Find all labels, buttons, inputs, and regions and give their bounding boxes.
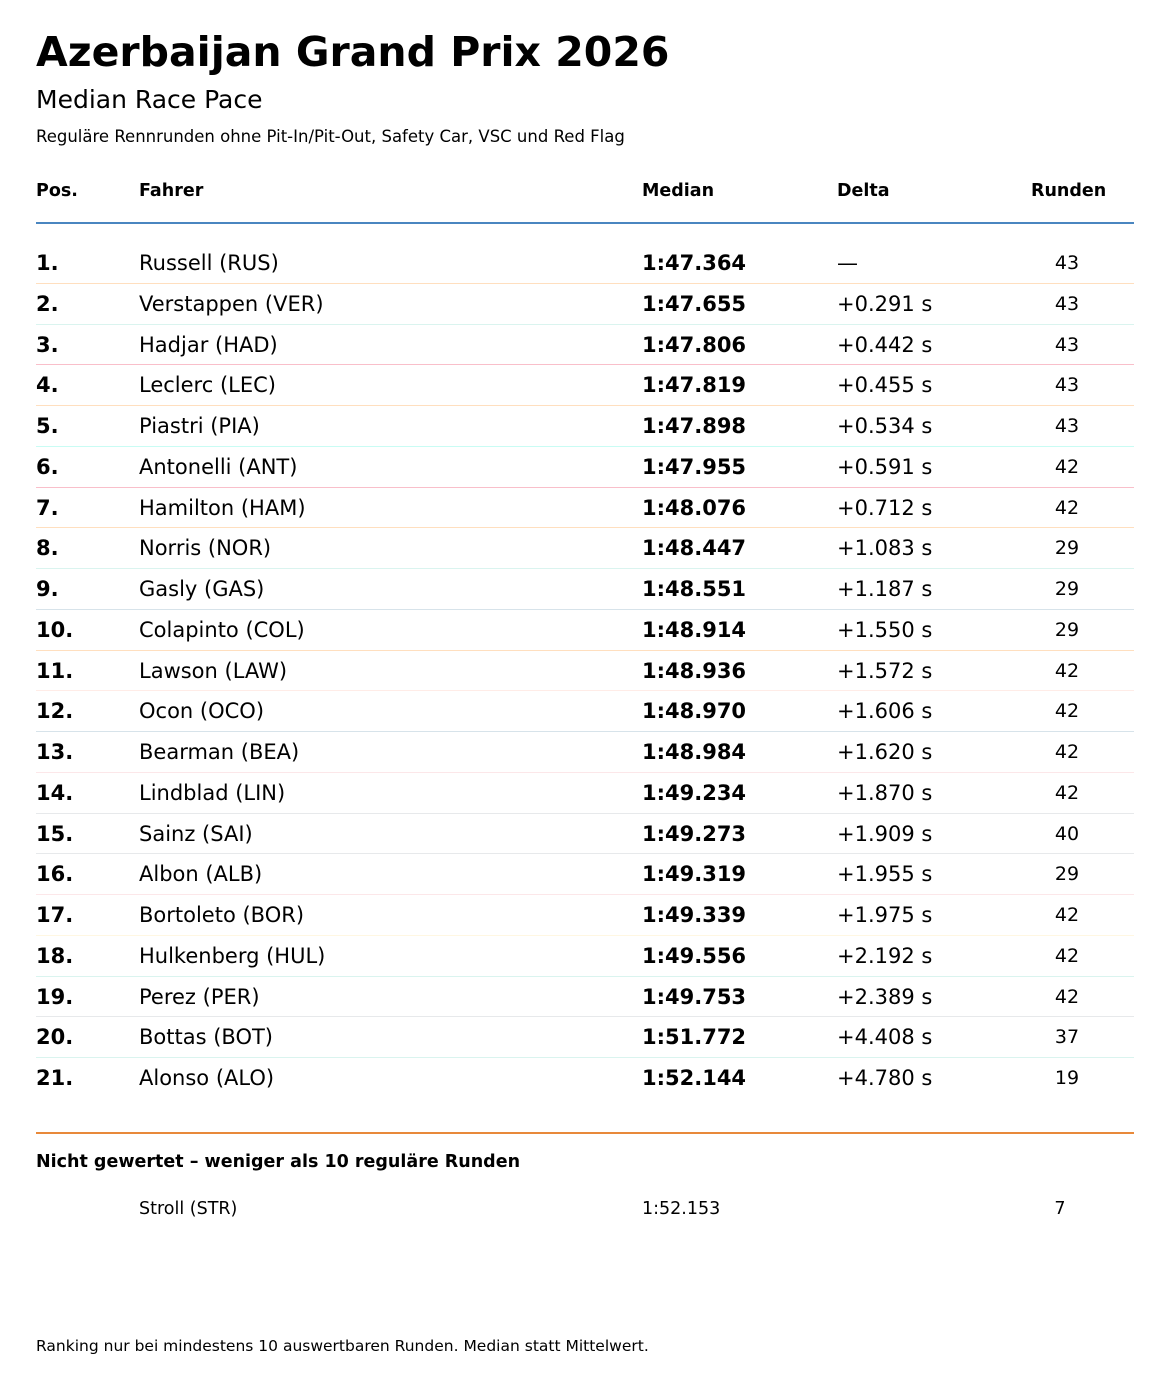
table-row bbox=[0, 488, 1170, 529]
table-row bbox=[0, 284, 1170, 325]
row-laps: 43 bbox=[1054, 374, 1080, 397]
row-delta: +0.712 s bbox=[837, 495, 933, 520]
footnote: Ranking nur bei mindestens 10 auswertbaren Runden. Median statt Mittelwert. bbox=[36, 1337, 649, 1355]
row-median: 1:49.339 bbox=[642, 903, 747, 927]
row-median: 1:51.772 bbox=[642, 1025, 747, 1050]
row-laps: 42 bbox=[1054, 496, 1080, 519]
table-row bbox=[0, 895, 1170, 936]
row-position: 16. bbox=[36, 862, 74, 887]
row-delta: — bbox=[837, 251, 858, 275]
row-laps: 43 bbox=[1054, 292, 1080, 315]
row-driver: Piastri (PIA) bbox=[139, 414, 260, 438]
table-row bbox=[0, 365, 1170, 406]
row-laps: 42 bbox=[1054, 455, 1080, 478]
table-row bbox=[0, 854, 1170, 895]
row-laps: 29 bbox=[1054, 578, 1080, 600]
row-median: 1:48.914 bbox=[642, 617, 747, 642]
table-row bbox=[0, 1058, 1170, 1099]
table-row bbox=[0, 691, 1170, 732]
row-delta: +1.083 s bbox=[837, 536, 933, 561]
table-row bbox=[0, 243, 1170, 284]
row-delta: +1.620 s bbox=[837, 740, 933, 764]
table-row bbox=[0, 325, 1170, 366]
row-delta: +0.591 s bbox=[837, 454, 933, 479]
row-median: 1:47.898 bbox=[642, 414, 747, 438]
table-row bbox=[0, 936, 1170, 977]
row-median: 1:47.819 bbox=[642, 373, 747, 398]
page-description: Reguläre Rennrunden ohne Pit-In/Pit-Out, Safety Car, VSC und Red Flag bbox=[36, 127, 625, 146]
row-median: 1:49.556 bbox=[642, 943, 747, 968]
row-delta: +0.534 s bbox=[837, 414, 933, 438]
row-position: 6. bbox=[36, 454, 59, 479]
row-median: 1:48.076 bbox=[642, 495, 747, 520]
row-delta: +1.975 s bbox=[837, 903, 933, 927]
table-row bbox=[0, 569, 1170, 610]
row-driver: Bortoleto (BOR) bbox=[139, 903, 305, 927]
row-position: 21. bbox=[36, 1066, 74, 1090]
row-position: 20. bbox=[36, 1025, 74, 1050]
row-median: 1:48.970 bbox=[642, 699, 747, 724]
row-delta: +0.442 s bbox=[837, 332, 933, 357]
row-driver: Hamilton (HAM) bbox=[139, 495, 306, 520]
row-laps: 29 bbox=[1054, 537, 1080, 560]
row-driver: Gasly (GAS) bbox=[139, 577, 265, 601]
header-median: Median bbox=[642, 181, 715, 201]
row-position: 9. bbox=[36, 577, 59, 601]
row-delta: +1.187 s bbox=[837, 577, 933, 601]
row-driver: Leclerc (LEC) bbox=[139, 373, 276, 398]
row-laps: 42 bbox=[1054, 944, 1080, 967]
row-laps: 29 bbox=[1054, 863, 1080, 886]
row-driver: Perez (PER) bbox=[139, 984, 260, 1009]
row-driver: Alonso (ALO) bbox=[139, 1066, 275, 1090]
row-delta: +0.455 s bbox=[837, 373, 933, 398]
row-laps: 42 bbox=[1054, 904, 1080, 926]
row-median: 1:49.273 bbox=[642, 821, 747, 846]
row-laps: 42 bbox=[1054, 700, 1080, 723]
row-laps: 42 bbox=[1054, 659, 1080, 682]
ranking-table bbox=[0, 243, 1170, 1099]
row-delta: +1.909 s bbox=[837, 821, 933, 846]
row-driver: Bottas (BOT) bbox=[139, 1025, 273, 1050]
row-position: 1. bbox=[36, 251, 59, 275]
row-driver: Antonelli (ANT) bbox=[139, 454, 298, 479]
row-median: 1:49.234 bbox=[642, 780, 747, 805]
row-laps: 43 bbox=[1054, 415, 1080, 437]
table-row bbox=[0, 1017, 1170, 1058]
row-median: 1:47.364 bbox=[642, 251, 747, 275]
table-row bbox=[0, 406, 1170, 447]
table-row bbox=[0, 610, 1170, 651]
row-laps: 29 bbox=[1054, 618, 1080, 641]
not-classified-row bbox=[0, 1196, 1170, 1222]
row-delta: +2.192 s bbox=[837, 943, 933, 968]
table-header bbox=[0, 178, 1170, 204]
row-position: 5. bbox=[36, 414, 59, 438]
header-pos: Pos. bbox=[36, 181, 78, 201]
row-position: 17. bbox=[36, 903, 74, 927]
row-driver: Sainz (SAI) bbox=[139, 821, 253, 846]
row-laps: 42 bbox=[1054, 985, 1080, 1008]
header-delta: Delta bbox=[837, 181, 890, 201]
nc-median: 1:52.153 bbox=[642, 1199, 721, 1219]
row-median: 1:48.984 bbox=[642, 740, 747, 764]
row-laps: 43 bbox=[1054, 252, 1080, 274]
row-driver: Hulkenberg (HUL) bbox=[139, 943, 326, 968]
section-divider bbox=[36, 1132, 1134, 1134]
row-position: 13. bbox=[36, 740, 74, 764]
table-row bbox=[0, 528, 1170, 569]
table-row bbox=[0, 732, 1170, 773]
row-driver: Ocon (OCO) bbox=[139, 699, 265, 724]
table-row bbox=[0, 447, 1170, 488]
row-laps: 19 bbox=[1054, 1067, 1080, 1089]
row-laps: 43 bbox=[1054, 333, 1080, 356]
row-position: 10. bbox=[36, 617, 74, 642]
row-position: 12. bbox=[36, 699, 74, 724]
row-delta: +4.408 s bbox=[837, 1025, 933, 1050]
row-position: 7. bbox=[36, 495, 59, 520]
row-laps: 42 bbox=[1054, 781, 1080, 804]
row-median: 1:47.955 bbox=[642, 454, 747, 479]
row-delta: +1.955 s bbox=[837, 862, 933, 887]
row-position: 3. bbox=[36, 332, 59, 357]
page-subtitle: Median Race Pace bbox=[36, 85, 263, 114]
row-driver: Albon (ALB) bbox=[139, 862, 263, 887]
header-divider bbox=[36, 222, 1134, 224]
row-position: 8. bbox=[36, 536, 59, 561]
row-position: 14. bbox=[36, 780, 74, 805]
table-row bbox=[0, 977, 1170, 1018]
row-position: 2. bbox=[36, 291, 59, 316]
row-median: 1:48.936 bbox=[642, 658, 747, 683]
row-driver: Colapinto (COL) bbox=[139, 617, 305, 642]
row-driver: Russell (RUS) bbox=[139, 251, 279, 275]
row-position: 15. bbox=[36, 821, 74, 846]
row-position: 11. bbox=[36, 658, 74, 683]
row-median: 1:47.806 bbox=[642, 332, 747, 357]
row-delta: +4.780 s bbox=[837, 1066, 933, 1090]
header-driver: Fahrer bbox=[139, 181, 204, 201]
row-driver: Bearman (BEA) bbox=[139, 740, 300, 764]
nc-driver: Stroll (STR) bbox=[139, 1199, 238, 1219]
row-driver: Lindblad (LIN) bbox=[139, 780, 286, 805]
row-position: 4. bbox=[36, 373, 59, 398]
row-median: 1:48.447 bbox=[642, 536, 747, 561]
row-median: 1:48.551 bbox=[642, 577, 747, 601]
row-laps: 42 bbox=[1054, 741, 1080, 763]
row-delta: +2.389 s bbox=[837, 984, 933, 1009]
row-position: 18. bbox=[36, 943, 74, 968]
not-classified-heading: Nicht gewertet – weniger als 10 reguläre Runden bbox=[36, 1152, 521, 1172]
row-delta: +1.870 s bbox=[837, 780, 933, 805]
page-title: Azerbaijan Grand Prix 2026 bbox=[36, 28, 670, 76]
table-row bbox=[0, 814, 1170, 855]
table-row bbox=[0, 773, 1170, 814]
row-median: 1:47.655 bbox=[642, 291, 747, 316]
row-median: 1:49.319 bbox=[642, 862, 747, 887]
row-driver: Norris (NOR) bbox=[139, 536, 272, 561]
nc-laps: 7 bbox=[1054, 1199, 1066, 1219]
row-laps: 40 bbox=[1054, 822, 1080, 845]
row-position: 19. bbox=[36, 984, 74, 1009]
row-median: 1:52.144 bbox=[642, 1066, 747, 1090]
header-laps: Runden bbox=[1031, 181, 1107, 201]
row-median: 1:49.753 bbox=[642, 984, 747, 1009]
row-laps: 37 bbox=[1054, 1026, 1080, 1049]
row-delta: +1.572 s bbox=[837, 658, 933, 683]
row-delta: +0.291 s bbox=[837, 291, 933, 316]
row-driver: Hadjar (HAD) bbox=[139, 332, 278, 357]
table-row bbox=[0, 651, 1170, 692]
row-driver: Verstappen (VER) bbox=[139, 291, 324, 316]
row-delta: +1.606 s bbox=[837, 699, 933, 724]
row-delta: +1.550 s bbox=[837, 617, 933, 642]
row-driver: Lawson (LAW) bbox=[139, 658, 288, 683]
